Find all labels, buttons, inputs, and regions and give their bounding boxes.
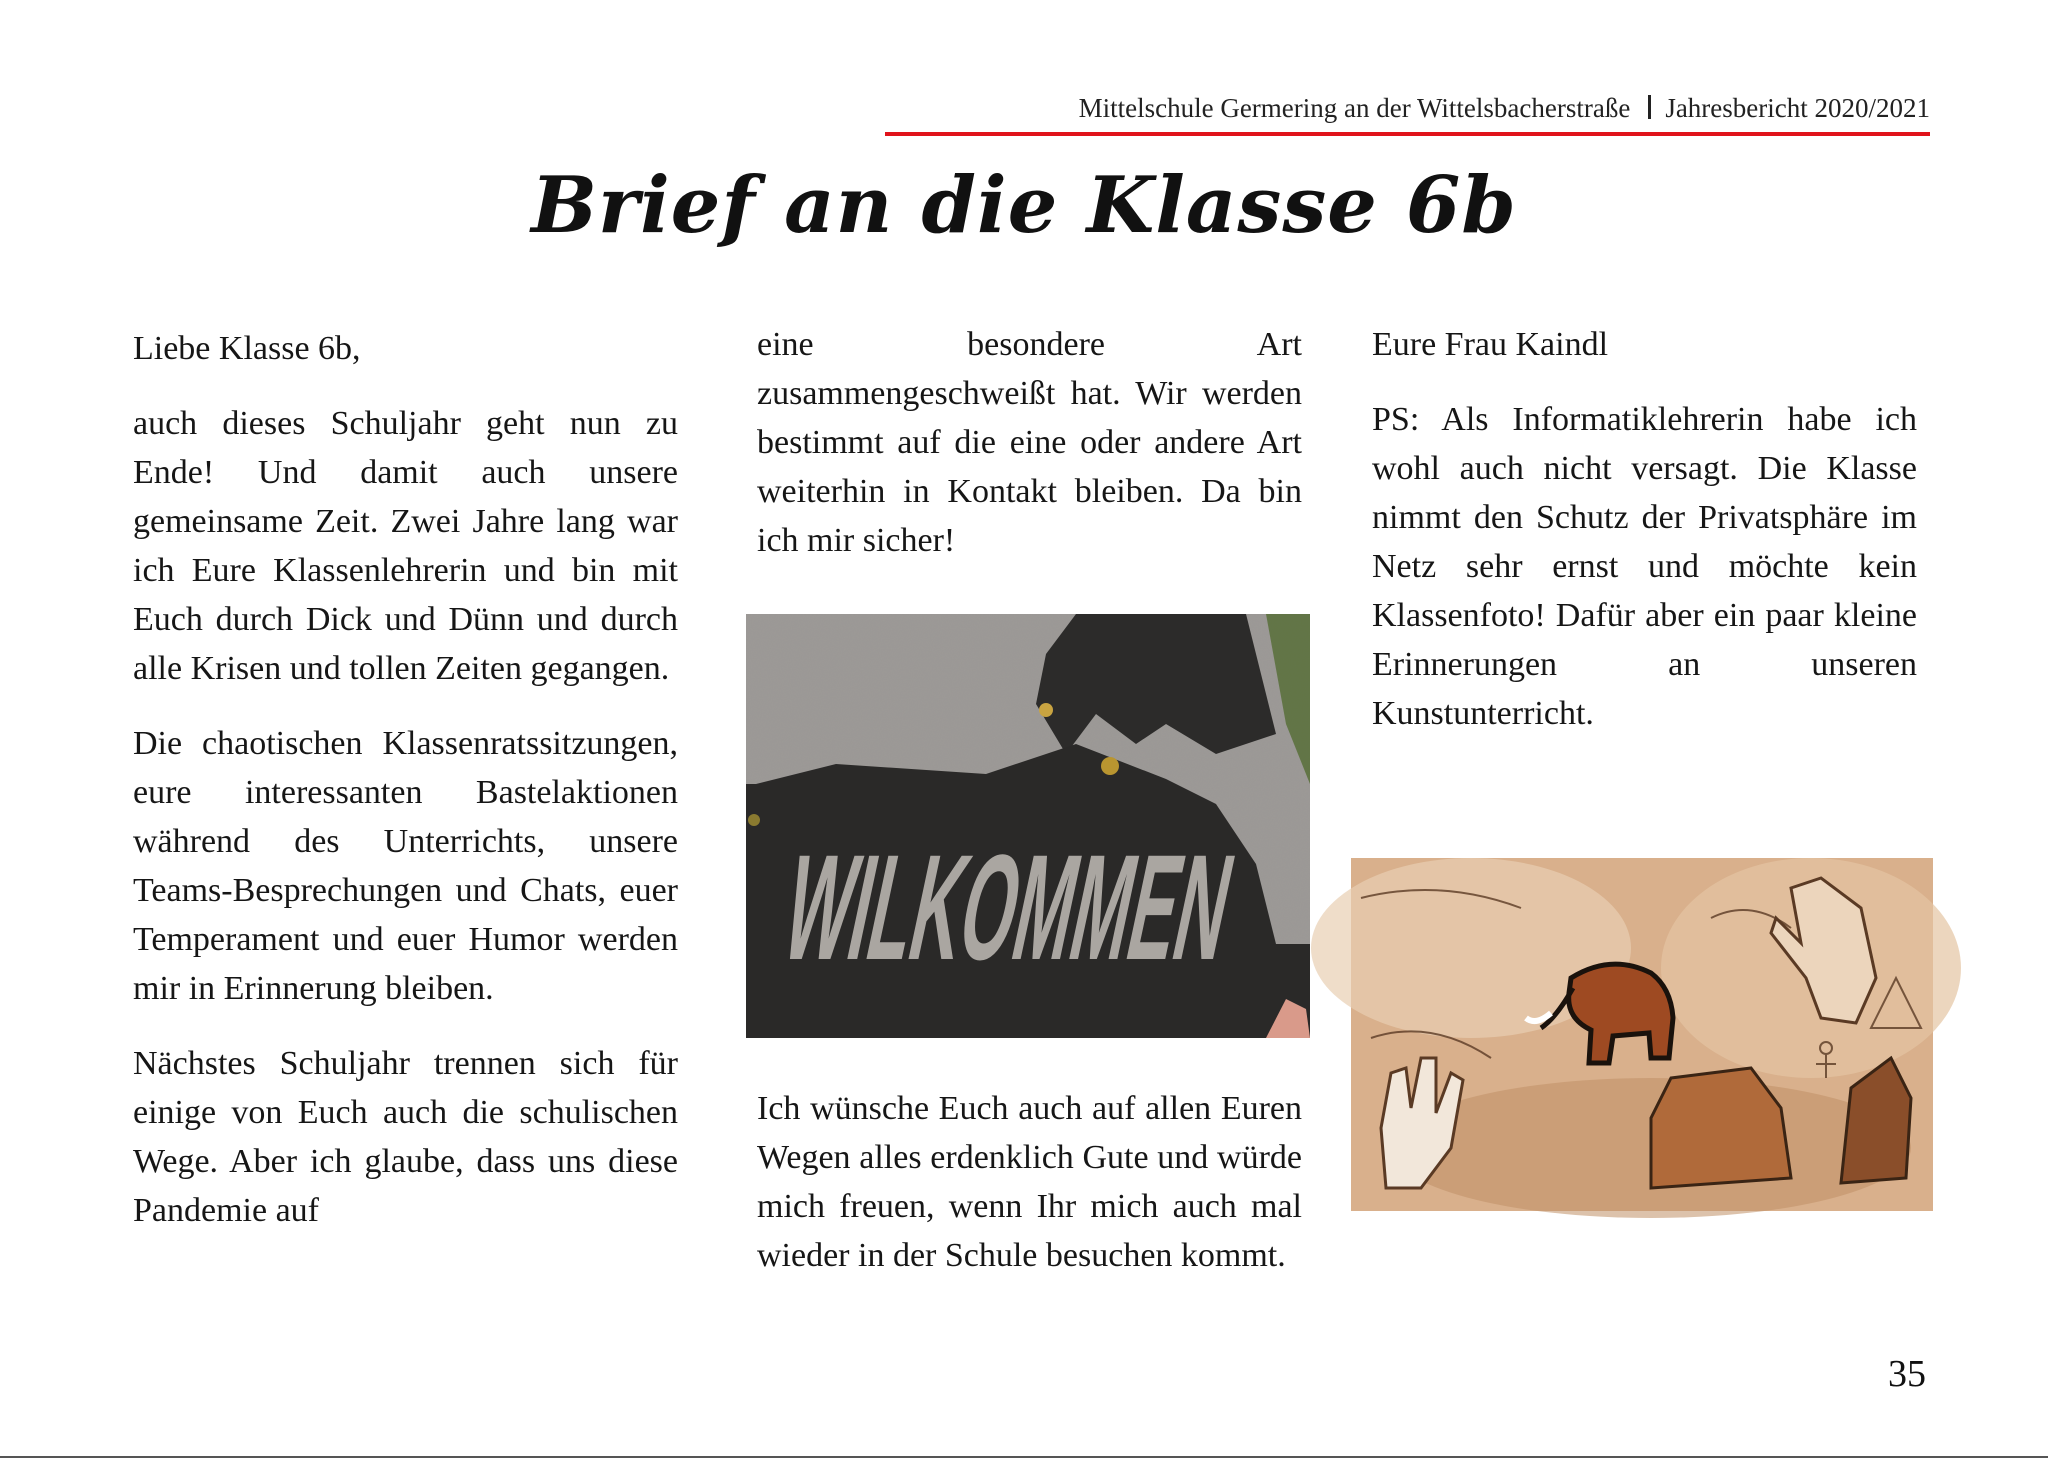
paragraph: Die chaotischen Klassenratssitzungen, eure interessanten Bastelaktionen während des Unterrichts, unsere Teams-Besprechungen und Chats, euer Temperament und euer Humor werden mir in Erinnerung bleiben. bbox=[133, 725, 678, 1007]
postscript: PS: Als Informatiklehrerin habe ich wohl auch nicht versagt. Die Klasse nimmt den Schutz der Privatsphäre im Netz sehr ernst und möchte kein Klassenfoto! Dafür aber ein paar kleine Erinnerungen an unseren Kunstunterricht. bbox=[1372, 401, 1917, 732]
header-school: Mittelschule Germering an der Wittelsbacherstraße bbox=[1078, 93, 1631, 123]
salutation: Liebe Klasse 6b, bbox=[133, 330, 361, 367]
page-number: 35 bbox=[1888, 1353, 1926, 1395]
column-2 bbox=[757, 320, 1302, 565]
page-title: Brief an die Klasse 6b bbox=[531, 160, 1517, 251]
shadow-photo bbox=[746, 614, 1310, 1038]
paragraph: Ich wünsche Euch auch auf allen Euren Wegen alles erdenklich Gute und würde mich freuen, wenn Ihr mich auch mal wieder in der Schule besuchen kommt. bbox=[757, 1090, 1302, 1274]
header-separator bbox=[1648, 95, 1651, 119]
shadow-text bbox=[771, 825, 1247, 992]
page-bottom-rule bbox=[0, 1456, 2048, 1458]
cave-painting-photo bbox=[1351, 858, 1933, 1211]
column-3 bbox=[1372, 320, 1917, 738]
paragraph: Nächstes Schuljahr trennen sich für einige von Euch auch die schulischen Wege. Aber ich glaube, dass uns diese Pandemie auf bbox=[133, 1045, 678, 1229]
paragraph: eine besondere Art zusammengeschweißt hat. Wir werden bestimmt auf die eine oder andere Art weiterhin in Kontakt bleiben. Da bin ich mir sicher! bbox=[757, 326, 1302, 559]
running-header bbox=[885, 84, 1930, 136]
paragraph: auch dieses Schuljahr geht nun zu Ende! Und damit auch unsere gemeinsame Zeit. Zwei Jahre lang war ich Eure Klassenlehrerin und bin mit Euch durch Dick und Dünn und durch alle Krisen und tollen Zeiten gegangen. bbox=[133, 405, 678, 687]
column-1 bbox=[133, 324, 678, 1235]
signature: Eure Frau Kaindl bbox=[1372, 326, 1609, 363]
column-2-continued bbox=[757, 1084, 1302, 1280]
header-report: Jahresbericht 2020/2021 bbox=[1665, 93, 1930, 123]
